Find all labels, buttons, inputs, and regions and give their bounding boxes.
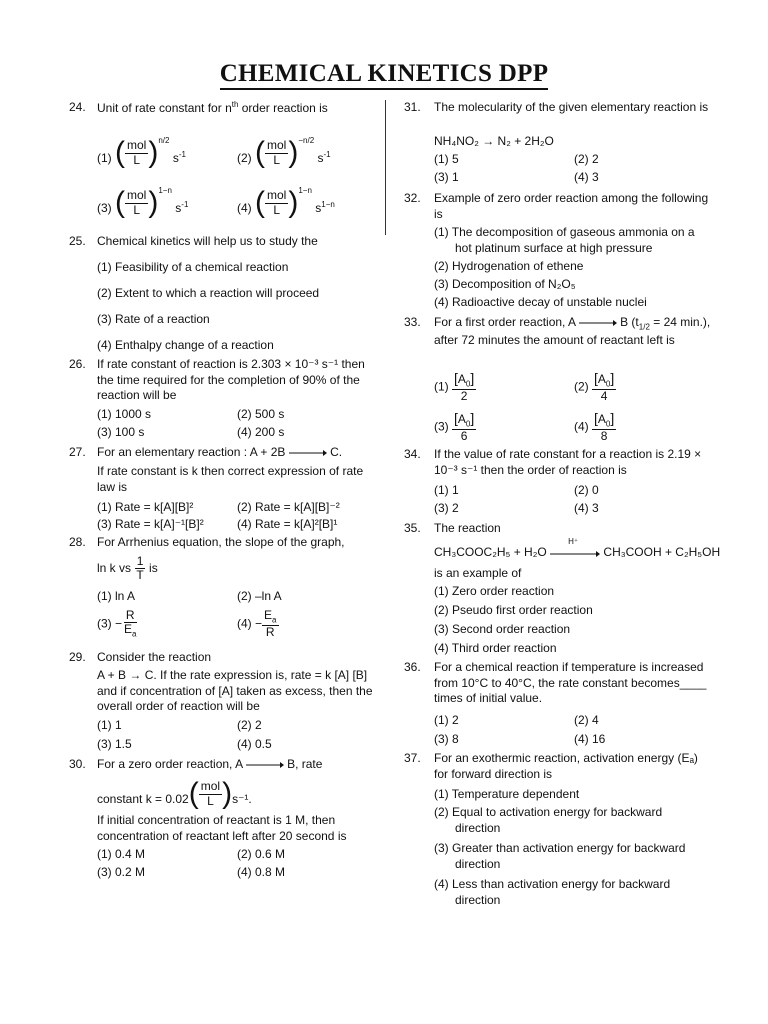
option-4[interactable]: (4) 200 s (237, 425, 285, 439)
option-1[interactable]: (1) 5 (434, 152, 459, 166)
question-29 (69, 650, 379, 750)
question-stem: For an exothermic reaction, activation energy (Eₐ) for forward direction is (434, 751, 698, 781)
option-2[interactable]: (2) 0 (574, 483, 599, 497)
option-4[interactable]: (4) 0.8 M (237, 865, 286, 879)
option-1[interactable]: (1) 2 (434, 713, 459, 727)
option-4[interactable]: (4) 0.5 (237, 737, 272, 751)
question-number: 33. (404, 315, 421, 329)
option-1[interactable]: (1) 1 (97, 718, 122, 732)
option-3[interactable]: (3) 100 s (97, 425, 145, 439)
option-2[interactable]: (2) Pseudo first order reaction (434, 603, 593, 617)
question-stem: For a first order reaction, A B ($t_{1/2} = 24$ min.), after 72 minutes the amount of reactant left is (434, 315, 711, 347)
question-number: 29. (69, 650, 86, 664)
option-4[interactable]: (4) Less than activation energy for backward direction (434, 877, 671, 907)
option-3[interactable]: (3) 0.2 M (97, 865, 146, 879)
question-25 (69, 234, 379, 354)
question-stem: If rate constant of reaction is 2.303 × 10⁻³ s⁻¹ then the time required for the completion of 90% of the reaction will be (97, 357, 365, 403)
option-1[interactable]: (1) 1000 s (97, 407, 152, 421)
question-stem-2: ln k vs $\frac{1}{T}$ is (97, 554, 158, 583)
page-title: CHEMICAL KINETICS DPP (0, 58, 768, 91)
option-2[interactable]: (2) 2 (237, 718, 262, 732)
question-stem: For a zero order reaction, A B, rate (97, 757, 323, 771)
option-1[interactable]: (1) ( $\frac{\text{mol}}{L}$ ) $^{n/2}$ $s^{-1}$ (97, 136, 186, 169)
question-stem: If the value of rate constant for a reaction is 2.19 × 10⁻³ s⁻¹ then the order of reaction is (434, 447, 702, 477)
reaction-equation: NH₄NO₂ → N₂ + 2H₂O (434, 134, 554, 148)
option-2[interactable]: (2) 500 s (237, 407, 285, 421)
question-number: 37. (404, 751, 421, 765)
question-number: 34. (404, 447, 421, 461)
option-4[interactable]: (4) Enthalpy change of a reaction (97, 338, 274, 352)
option-2[interactable]: (2) 4 (574, 713, 599, 727)
question-stem: For a chemical reaction if temperature is increased from 10°C to 40°C, the rate constant becomes____ times of initial value. (434, 660, 707, 706)
option-1[interactable]: (1) Zero order reaction (434, 584, 555, 598)
question-30 (69, 757, 379, 882)
option-3[interactable]: (3) Greater than activation energy for backward direction (434, 841, 686, 871)
option-1[interactable]: (1) Rate = k[A][B]² (97, 500, 194, 514)
question-number: 24. (69, 100, 86, 114)
question-33 (404, 315, 714, 445)
reaction-arrow-icon (579, 319, 617, 327)
question-stem-3: If initial concentration of reactant is 1 M, then concentration of reactant left after 20 second is (97, 813, 347, 843)
reaction-equation: CH₃COOC₂H₅ + H₂O H⁺ CH₃COOH + C₂H₅OH (434, 536, 721, 559)
question-number: 27. (69, 445, 86, 459)
question-31 (404, 100, 714, 185)
question-stem: Chemical kinetics will help us to study the (97, 234, 318, 248)
question-number: 35. (404, 521, 421, 535)
question-stem-2: If rate constant is k then correct expression of rate law is (97, 464, 364, 494)
question-34 (404, 447, 714, 517)
option-3[interactable]: (3) ( $\frac{\text{mol}}{L}$ ) $^{1-n}$ $s^{-1}$ (97, 186, 189, 219)
option-2[interactable]: (2) $\frac{[A_0]}{4}$ (574, 370, 615, 404)
option-4[interactable]: (4) ( $\frac{\text{mol}}{L}$ ) $^{1-n}$ $s^{1-n}$ (237, 186, 335, 219)
reaction-arrow-icon (246, 761, 284, 769)
option-3[interactable]: (3) − $\frac{R}{E_a}$ (97, 608, 137, 639)
question-37 (404, 751, 714, 911)
option-1[interactable]: (1) Temperature dependent (434, 787, 580, 801)
option-3[interactable]: (3) $\frac{[A_0]}{6}$ (434, 410, 475, 444)
option-4[interactable]: (4) 3 (574, 170, 599, 184)
option-2[interactable]: (2) Hydrogenation of ethene (434, 259, 584, 273)
option-2[interactable]: (2) –ln A (237, 589, 282, 603)
option-3[interactable]: (3) 2 (434, 501, 459, 515)
option-1[interactable]: (1) Feasibility of a chemical reaction (97, 260, 289, 274)
option-1[interactable]: (1) The decomposition of gaseous ammonia on a hot platinum surface at high pressure (434, 225, 695, 255)
column-divider (385, 100, 386, 235)
question-number: 25. (69, 234, 86, 248)
option-4[interactable]: (4) − $\frac{E_a}{R}$ (237, 608, 277, 640)
question-24 (69, 100, 379, 230)
question-number: 30. (69, 757, 86, 771)
option-4[interactable]: (4) Radioactive decay of unstable nuclei (434, 295, 647, 309)
option-1[interactable]: (1) 1 (434, 483, 459, 497)
question-stem: The molecularity of the given elementary reaction is (434, 100, 709, 114)
option-2[interactable]: (2) ( $\frac{\text{mol}}{L}$ ) $^{-n/2}$ $s^{-1}$ (237, 136, 331, 169)
option-2[interactable]: (2) 0.6 M (237, 847, 286, 861)
question-36 (404, 660, 714, 750)
option-3[interactable]: (3) 1 (434, 170, 459, 184)
option-2[interactable]: (2) 2 (574, 152, 599, 166)
question-26 (69, 357, 379, 442)
question-number: 26. (69, 357, 86, 371)
question-stem: The reaction (434, 521, 501, 535)
option-3[interactable]: (3) 8 (434, 732, 459, 746)
question-35 (404, 521, 724, 661)
question-stem-2: A + B → C. If the rate expression is, rate = k [A] [B] and if concentration of [A] taken as excess, then the overall order of reaction will be (97, 668, 373, 714)
option-4[interactable]: (4) Third order reaction (434, 641, 557, 655)
question-stem: Consider the reaction (97, 650, 212, 664)
option-3[interactable]: (3) 1.5 (97, 737, 132, 751)
option-3[interactable]: (3) Rate of a reaction (97, 312, 210, 326)
question-stem: Unit of rate constant for $n^{th}$ order reaction is (97, 100, 328, 115)
option-1[interactable]: (1) $\frac{[A_0]}{2}$ (434, 370, 475, 404)
option-2[interactable]: (2) Rate = k[A][B]⁻² (237, 500, 340, 514)
question-28 (69, 535, 379, 645)
option-2[interactable]: (2) Equal to activation energy for backward direction (434, 805, 663, 835)
question-27 (69, 445, 379, 530)
option-1[interactable]: (1) 0.4 M (97, 847, 146, 861)
question-number: 31. (404, 100, 421, 114)
option-4[interactable]: (4) Rate = k[A]²[B]¹ (237, 517, 338, 531)
option-4[interactable]: (4) 3 (574, 501, 599, 515)
question-32 (404, 191, 714, 311)
reaction-arrow-icon (289, 449, 327, 457)
option-1[interactable]: (1) ln A (97, 589, 136, 603)
option-4[interactable]: (4) $\frac{[A_0]}{8}$ (574, 410, 615, 444)
option-2[interactable]: (2) Extent to which a reaction will proceed (97, 286, 320, 300)
question-stem: For an elementary reaction : A + 2B C. (97, 445, 343, 459)
option-3[interactable]: (3) Decomposition of N₂O₅ (434, 277, 576, 291)
question-stem: For Arrhenius equation, the slope of the graph, (97, 535, 345, 549)
option-3[interactable]: (3) Second order reaction (434, 622, 571, 636)
question-number: 32. (404, 191, 421, 205)
question-number: 36. (404, 660, 421, 674)
rate-constant-expression: constant k = 0.02 ( $\frac{\text{mol}}{L}$ ) s⁻¹. (97, 777, 252, 810)
question-stem-2: is an example of (434, 566, 522, 580)
reaction-arrow-icon (550, 550, 600, 558)
option-4[interactable]: (4) 16 (574, 732, 606, 746)
option-3[interactable]: (3) Rate = k[A]⁻¹[B]² (97, 517, 204, 531)
question-number: 28. (69, 535, 86, 549)
question-stem: Example of zero order reaction among the following is (434, 191, 709, 221)
